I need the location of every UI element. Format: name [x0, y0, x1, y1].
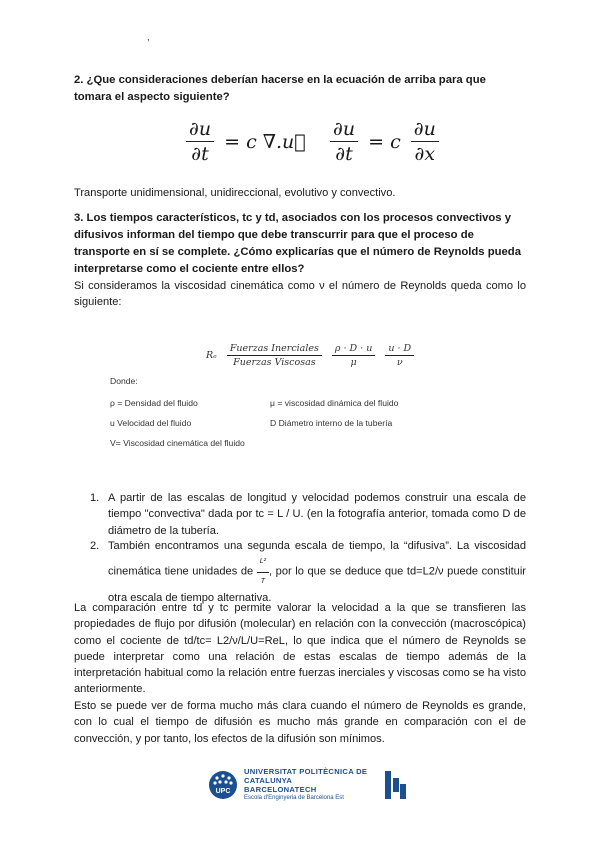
eq2-den2: ∂x — [414, 143, 436, 165]
units-frac-num: L² — [257, 554, 269, 572]
eq2-num2: ∂u — [411, 118, 439, 142]
eq1-den: ∂t — [191, 143, 209, 165]
def-rho: ρ = Densidad del fluido — [110, 398, 198, 408]
reynolds-f1-num: Fuerzas Inerciales — [227, 343, 322, 356]
question-2: 2. ¿Que consideraciones deberían hacerse en la ecuación de arriba para que tomara el aspecto siguiente? — [74, 74, 486, 103]
list-item-number: 1. — [90, 492, 100, 504]
school-logo-icon — [383, 770, 407, 800]
def-u: u Velocidad del fluido — [110, 418, 192, 428]
reynolds-f2-den: μ — [350, 357, 357, 368]
stray-mark: , — [147, 32, 150, 42]
def-mu: μ = viscosidad dinámica del fluido — [270, 398, 399, 408]
eq2-equals: = c — [368, 130, 401, 153]
footer-logo — [208, 767, 407, 802]
university-subname: BARCELONATECH — [244, 785, 317, 794]
equation-1 — [186, 118, 310, 165]
university-block — [244, 767, 379, 802]
reynolds-f1-den: Fuerzas Viscosas — [233, 357, 316, 368]
paragraph-viscosity: Si consideramos la viscosidad cinemática como ν el número de Reynolds queda como lo siguiente: — [74, 280, 526, 309]
where-label: Donde: — [110, 376, 138, 386]
equation-2 — [330, 118, 439, 165]
list-item-text: A partir de las escalas de longitud y velocidad podemos construir una escala de tiempo "convectiva" dada por tc = L / U. (en la fotografía anterior, tomada como D de diámetro de la tubería. — [108, 492, 526, 537]
reynolds-f3-den: ν — [396, 357, 403, 368]
paragraph-conclusion: Esto se puede ver de forma mucho más clara cuando el número de Reynolds es grande, con lo cual el tiempo de difusión es mucho más grande en comparación con el de convección, y por tanto, los efectos de la difusión son mínimos. — [74, 700, 526, 745]
upc-seal-icon — [208, 770, 238, 800]
def-D: D Diámetro interno de la tubería — [270, 418, 393, 428]
reynolds-f3-num: u · D — [385, 343, 414, 356]
list-item-text — [108, 538, 526, 606]
def-nu: V= Viscosidad cinemática del fluido — [110, 438, 245, 448]
reynolds-equation — [206, 343, 414, 368]
reynolds-f2-num: ρ · D · u — [332, 343, 375, 356]
eq2-den: ∂t — [335, 143, 353, 165]
eq2-num: ∂u — [330, 118, 358, 142]
list-item-number: 2. — [90, 540, 100, 552]
answer-2: Transporte unidimensional, unidireccional, evolutivo y convectivo. — [74, 187, 396, 199]
list-item-text-b: , por lo que se deduce que td=L2/ν puede constituir otra escala de tiempo alternativa. — [108, 566, 526, 604]
reynolds-lhs: Rₑ — [206, 350, 217, 361]
list-item-text-a: También encontramos una segunda escala de tiempo, la “difusiva”. La viscosidad cinemática tiene unidades de — [108, 540, 526, 579]
eq1-num: ∂u — [186, 118, 214, 142]
list-item — [90, 538, 526, 606]
university-name: UNIVERSITAT POLITÈCNICA DE CATALUNYA — [244, 767, 368, 785]
question-3: 3. Los tiempos característicos, tc y td, asociados con los procesos convectivos y difusivos informan del tiempo que debe transcurrir para que el proceso de transporte en sí se complete. ¿Cómo explicarías que el número de Reynolds pueda interpretarse como el cociente entre ellos? — [74, 212, 521, 275]
list-item — [90, 490, 526, 539]
paragraph-comparison: La comparación entre td y tc permite valorar la velocidad a la que se transfieren las propiedades de flujo por difusión (molecular) en relación con la convección (macroscópica) como el cociente de td/tc= L2/ν/L/U=ReL, lo que indica que el número de Reynolds se puede interpretar como una relación de estas escalas de tiempo además de la interpretación habitual como la relación entre fuerzas inerciales y viscosas como se ha visto anteriormente. — [74, 602, 526, 696]
logo-text: UPC — [215, 787, 231, 795]
units-frac-den: T — [260, 577, 266, 585]
eq1-rhs: = c ∇.u⃗ — [224, 130, 306, 153]
school-name: Escola d'Enginyeria de Barcelona Est — [244, 795, 344, 801]
